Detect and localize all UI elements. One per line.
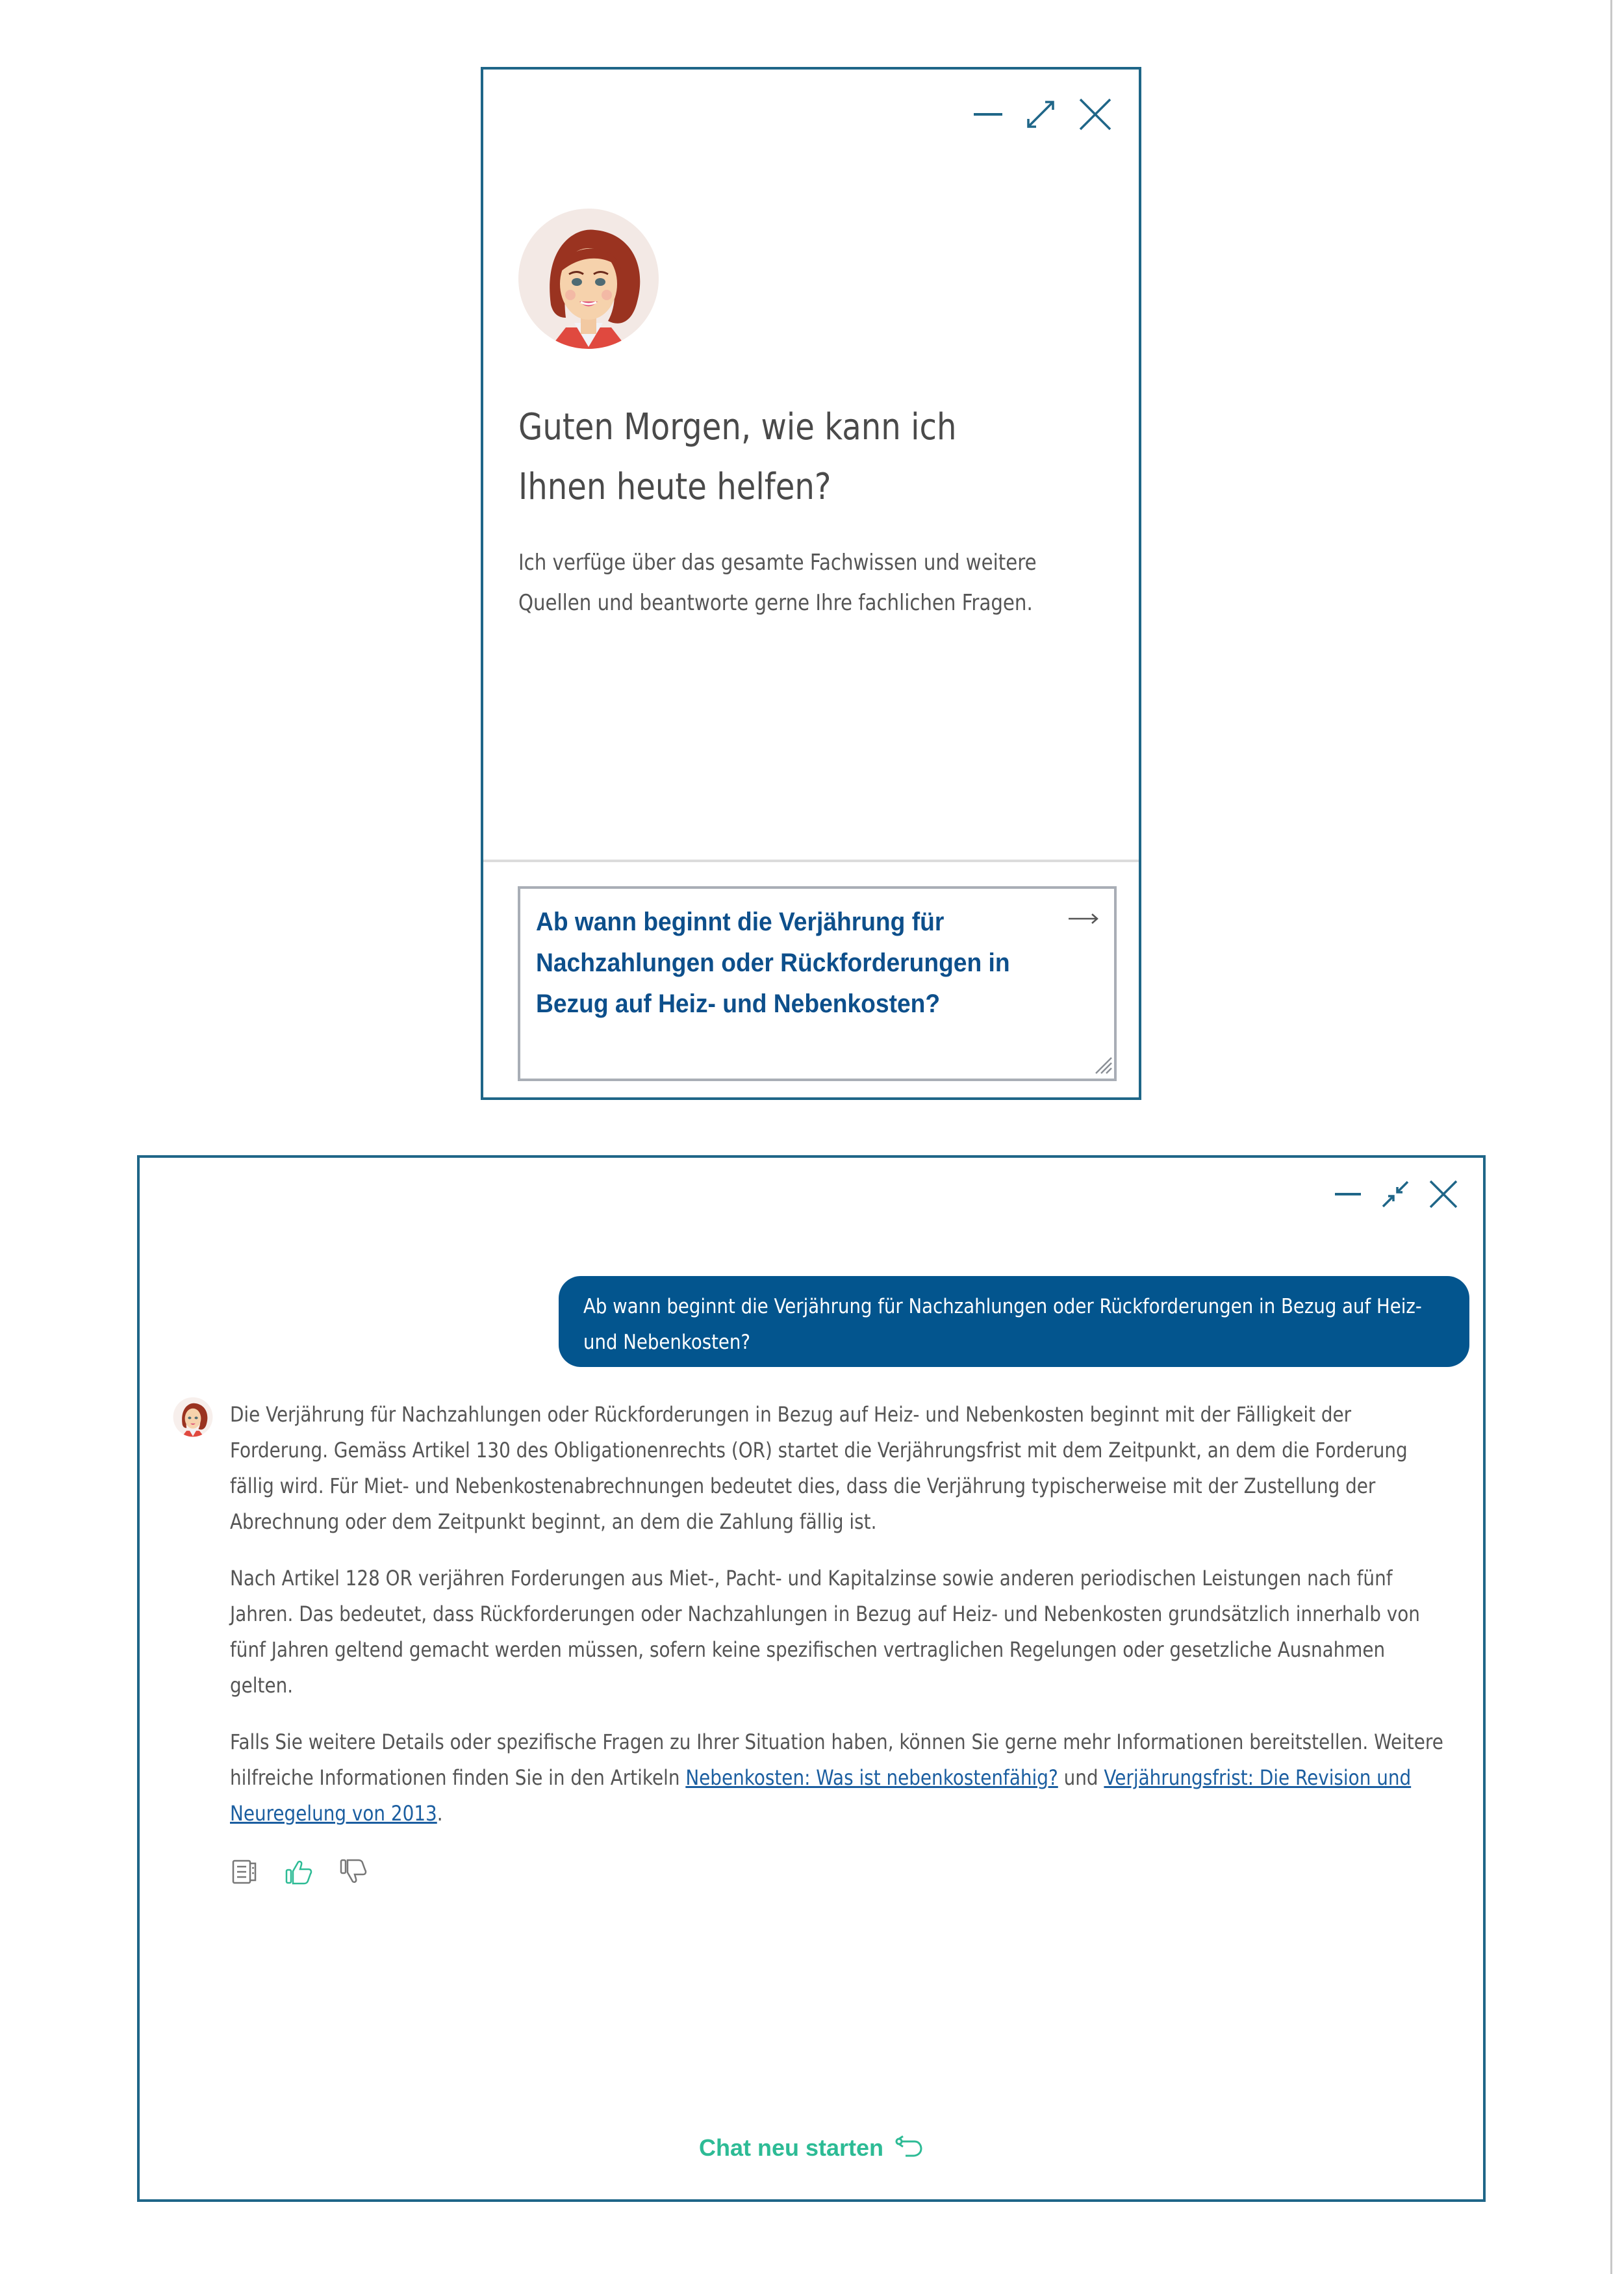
- assistant-paragraph: Nach Artikel 128 OR verjähren Forderungen aus Miet-, Pacht- und Kapitalzinse sowie anderen periodischen Leistungen nach fünf Jahren. Das bedeutet, dass Rückforderungen oder Nachzahlungen in Bezug auf Heiz- und Nebenkosten grundsätzlich innerhalb von fünf Jahren geltend gemacht werden müssen, sofern keine spezifischen vertraglichen Regelungen oder gesetzliche Ausnahmen gelten.: [230, 1566, 1420, 1698]
- assistant-paragraph: Die Verjährung für Nachzahlungen oder Rückforderungen in Bezug auf Heiz- und Nebenkosten beginnt mit der Fälligkeit der Forderung. Gemäss Artikel 130 des Obligationenrechts (OR) startet die Verjährungsfrist mit dem Zeitpunkt, an dem die Forderung fällig wird. Für Miet- und Nebenkostenabrechnungen bedeutet dies, dass die Verjährung typischerweise mit der Zustellung der Abrechnung oder dem Zeitpunkt beginnt, an dem die Zahlung fällig ist.: [230, 1402, 1408, 1534]
- send-arrow-icon[interactable]: [1067, 911, 1100, 929]
- paragraph-text: Falls Sie weitere Details oder spezifische Fragen zu Ihrer Situation haben, können Sie gerne mehr Informationen bereitstellen. Weitere hilfreiche Informationen finden Sie in den Artikeln: [230, 1730, 1443, 1790]
- assistant-avatar-small: [173, 1397, 213, 1437]
- assistant-avatar: [517, 207, 660, 350]
- question-input-value[interactable]: Ab wann beginnt die Verjährung für Nachzahlungen oder Rückforderungen in Bezug auf Heiz- und Nebenkosten?: [536, 908, 1010, 1018]
- assistant-message: [230, 1397, 1445, 1852]
- window-controls: [1334, 1179, 1458, 1212]
- user-message-text: Ab wann beginnt die Verjährung für Nachzahlungen oder Rückforderungen in Bezug auf Heiz- und Nebenkosten?: [583, 1295, 1422, 1354]
- thumbs-down-icon[interactable]: [338, 1857, 368, 1889]
- restart-chat-button[interactable]: [140, 2134, 1483, 2162]
- expand-icon[interactable]: [1023, 97, 1058, 134]
- chat-widget-compact: [481, 67, 1141, 1100]
- intro-text: Ich verfüge über das gesamte Fachwissen und weitere Quellen und beantworte gerne Ihre fachlichen Fragen.: [518, 550, 1037, 616]
- assistant-paragraph: [230, 1724, 1445, 1832]
- user-message-bubble: [559, 1276, 1469, 1367]
- chat-widget-expanded: [137, 1155, 1486, 2202]
- close-icon[interactable]: [1428, 1179, 1458, 1212]
- greeting-heading: Guten Morgen, wie kann ich Ihnen heute helfen?: [518, 406, 957, 508]
- paragraph-text: und: [1058, 1765, 1104, 1790]
- article-link-verjaehrungsfrist[interactable]: Verjährungsfrist: Die Revision und Neuregelung von 2013: [230, 1765, 1412, 1826]
- window-controls: [972, 97, 1113, 134]
- message-actions: [231, 1857, 368, 1889]
- close-icon[interactable]: [1078, 97, 1113, 134]
- resize-grip-icon[interactable]: [1093, 1055, 1113, 1077]
- undo-arrow-icon[interactable]: [894, 2134, 924, 2162]
- minimize-icon[interactable]: [972, 99, 1004, 133]
- paragraph-text: .: [437, 1801, 443, 1826]
- article-link-nebenkosten[interactable]: Nebenkosten: Was ist nebenkostenfähig?: [685, 1765, 1058, 1790]
- question-input[interactable]: [518, 886, 1117, 1081]
- sources-icon[interactable]: [231, 1858, 259, 1889]
- divider: [483, 860, 1139, 862]
- minimize-icon[interactable]: [1334, 1180, 1362, 1211]
- restart-chat-label[interactable]: Chat neu starten: [698, 2134, 884, 2161]
- thumbs-up-icon[interactable]: [284, 1857, 314, 1889]
- page-scrollbar-edge: [1610, 0, 1612, 2274]
- collapse-icon[interactable]: [1380, 1179, 1410, 1212]
